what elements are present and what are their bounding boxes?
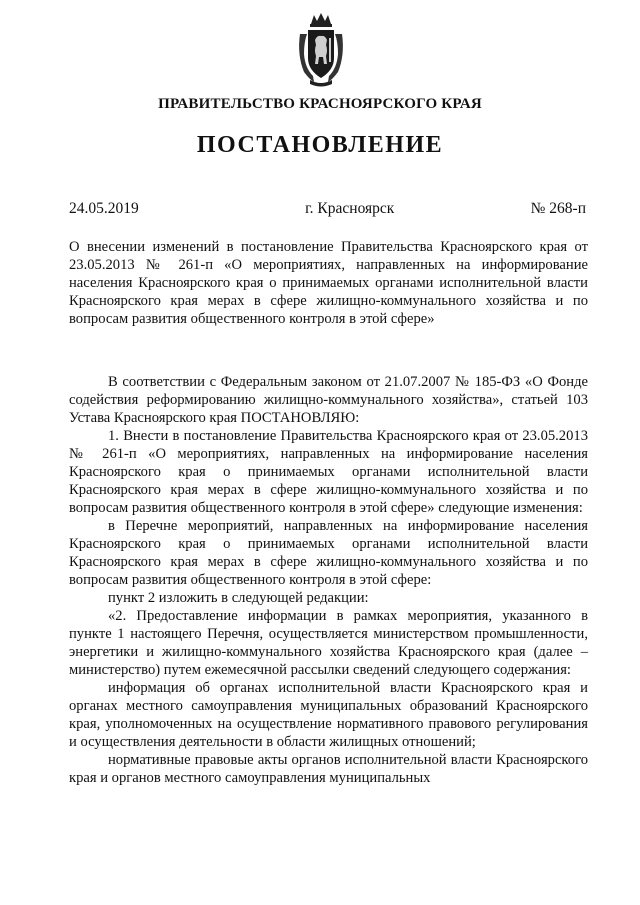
document-city: г. Красноярск — [305, 200, 395, 217]
body-paragraph: В соответствии с Федеральным законом от 21.07.2007 № 185-ФЗ «О Фонде содействия реформированию жилищно-коммунального хозяйства», статьей 103 Устава Красноярского края ПОСТАНОВЛЯЮ: — [69, 374, 588, 426]
body-paragraph: «2. Предоставление информации в рамках мероприятия, указанного в пункте 1 настоящего Перечня, осуществляется министерством промышленности, энергетики и жилищно-коммунального хозяйства Красноярского края (далее – министерство) путем ежемесячной рассылки сведений следующего содержания: — [69, 608, 588, 678]
document-body — [69, 373, 588, 787]
document-number: № 268-п — [530, 200, 586, 217]
document-date: 24.05.2019 — [69, 200, 139, 217]
document-subject: О внесении изменений в постановление Правительства Красноярского края от 23.05.2013 № 261-п «О мероприятиях, направленных на информирование населения Красноярского края о принимаемых органами исполнительной власти Красноярского края мерах в сфере жилищно-коммунального хозяйства и по вопросам развития общественного контроля в этой сфере» — [69, 239, 588, 327]
document-meta — [69, 200, 586, 218]
body-paragraph: 1. Внести в постановление Правительства Красноярского края от 23.05.2013 № 261-п «О мероприятиях, направленных на информирование населения Красноярского края о принимаемых органами исполнительной власти Красноярского края мерах в сфере жилищно-коммунального хозяйства и по вопросам развития общественного контроля в этой сфере» следующие изменения: — [69, 428, 588, 516]
body-paragraph: в Перечне мероприятий, направленных на информирование населения Красноярского края о принимаемых органами исполнительной власти Красноярского края мерах в сфере жилищно-коммунального хозяйства и по вопросам развития общественного контроля в этой сфере: — [69, 518, 588, 588]
body-paragraph: нормативные правовые акты органов исполнительной власти Красноярского края и органов местного самоуправления муниципальных — [69, 752, 588, 786]
document-type-heading: ПОСТАНОВЛЕНИЕ — [196, 132, 444, 158]
body-paragraph: пункт 2 изложить в следующей редакции: — [108, 590, 369, 606]
government-title: ПРАВИТЕЛЬСТВО КРАСНОЯРСКОГО КРАЯ — [158, 96, 482, 112]
coat-of-arms-icon — [296, 10, 346, 88]
body-paragraph: информация об органах исполнительной власти Красноярского края и органах местного самоуправления муниципальных образований Красноярского края, уполномоченных на осуществление нормативного правового регулирования и осуществления деятельности в области жилищных отношений; — [69, 680, 588, 750]
